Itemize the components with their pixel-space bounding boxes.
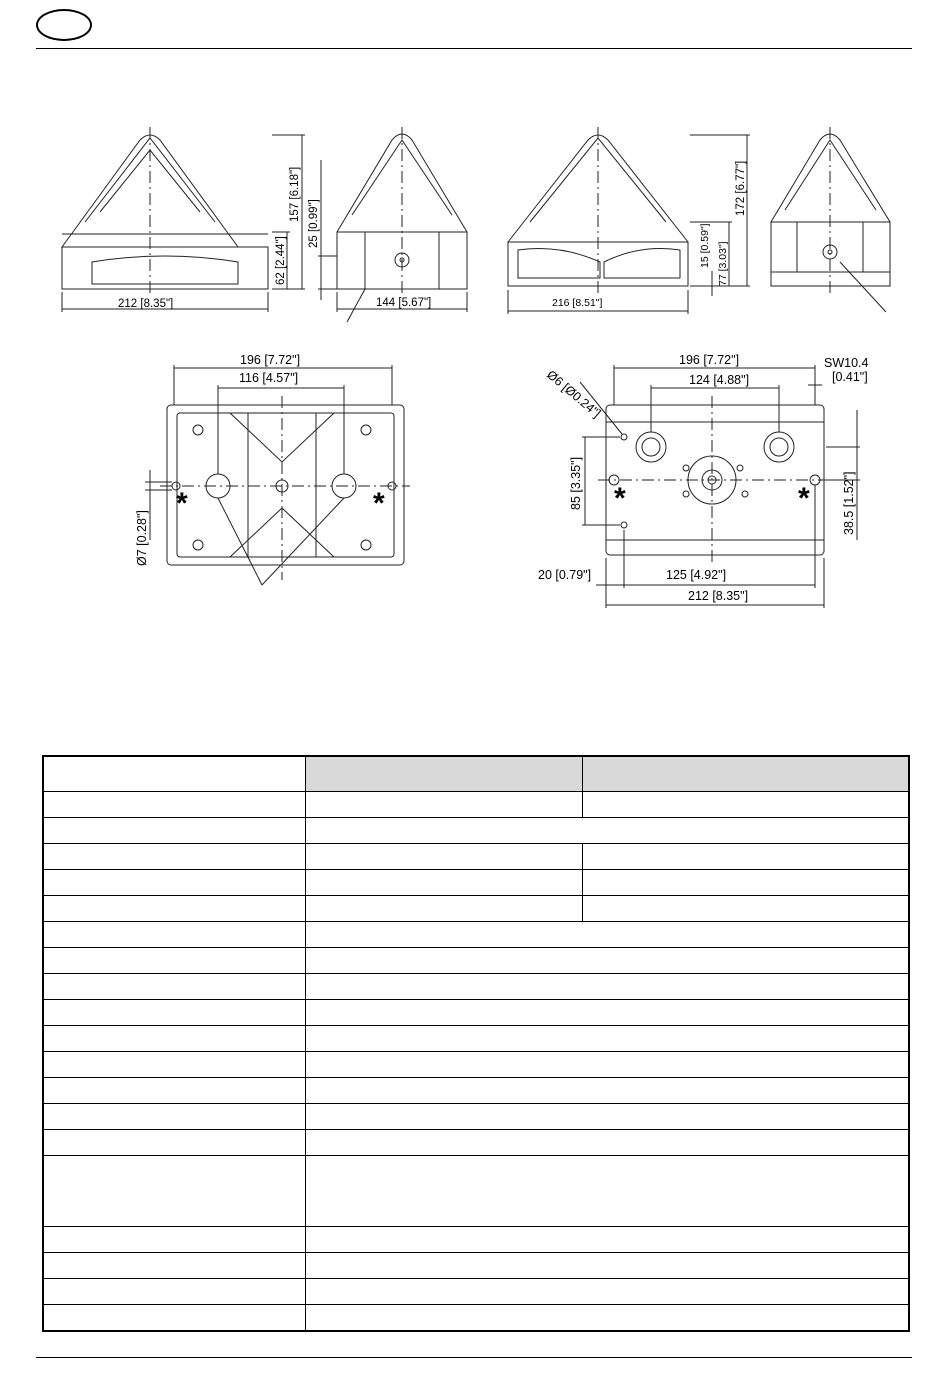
table-cell [582, 896, 909, 922]
table-row [43, 1253, 909, 1279]
table-cell [305, 1104, 909, 1130]
table-cell [582, 844, 909, 870]
dim-back-85: 85 [3.35"] [569, 456, 583, 510]
table-row [43, 1279, 909, 1305]
dim-bottom-196: 196 [7.72"] [240, 353, 301, 367]
table-cell [305, 948, 909, 974]
footer-rule [36, 1357, 912, 1358]
table-cell [305, 1253, 909, 1279]
table-header-row [43, 756, 909, 792]
table-row [43, 1130, 909, 1156]
side-view-2 [771, 127, 890, 312]
asterisk-marker: * [798, 482, 810, 515]
table-row [43, 1078, 909, 1104]
table-cell [305, 818, 909, 844]
asterisk-marker: * [614, 482, 626, 515]
front-view-1 [62, 127, 305, 312]
table-row [43, 1026, 909, 1052]
table-cell [43, 948, 305, 974]
table-row [43, 1305, 909, 1332]
table-cell [43, 1227, 305, 1253]
dim-front2-height-77: 77 [3.03"] [717, 241, 729, 286]
table-row [43, 1227, 909, 1253]
table-cell [43, 1305, 305, 1332]
table-cell [43, 922, 305, 948]
table-cell [305, 974, 909, 1000]
table-cell [43, 1052, 305, 1078]
table-cell [43, 1078, 305, 1104]
table-cell [43, 974, 305, 1000]
dim-front-height-62: 62 [2.44"] [275, 236, 287, 285]
table-row [43, 948, 909, 974]
dim-back-212: 212 [8.35"] [688, 589, 749, 603]
table-cell [43, 818, 305, 844]
dim-back-d6: Ø6 [Ø0.24"] [544, 367, 604, 421]
table-cell [305, 1305, 909, 1332]
table-cell [305, 1130, 909, 1156]
dim-back-125: 125 [4.92"] [666, 568, 727, 582]
table-cell [305, 1000, 909, 1026]
dim-side-height-25: 25 [0.99"] [308, 199, 320, 248]
front-view-2 [508, 127, 750, 314]
table-cell [43, 1279, 305, 1305]
table-cell [305, 1052, 909, 1078]
table-cell [582, 792, 909, 818]
table-row [43, 792, 909, 818]
dim-front-height-157: 157 [6.18"] [289, 166, 301, 222]
bottom-view [145, 365, 410, 585]
side-view-1 [318, 127, 467, 322]
specification-table [42, 755, 910, 1332]
table-row [43, 1156, 909, 1227]
dim-front2-height-15: 15 [0.59"] [699, 223, 711, 268]
table-cell [305, 896, 582, 922]
table-cell [43, 756, 305, 792]
table-row [43, 896, 909, 922]
table-cell [43, 870, 305, 896]
dim-front-width: 212 [8.35"] [118, 298, 174, 310]
table-cell [305, 1279, 909, 1305]
table-row [43, 818, 909, 844]
dim-front2-height-172: 172 [6.77"] [735, 160, 747, 216]
asterisk-marker: * [373, 487, 385, 520]
table-row [43, 1000, 909, 1026]
dim-bottom-116: 116 [4.57"] [239, 371, 299, 385]
dim-back-sw: SW10.4 [824, 356, 869, 370]
table-cell [43, 1253, 305, 1279]
table-cell [305, 1156, 909, 1227]
table-cell [582, 870, 909, 896]
table-cell [43, 1000, 305, 1026]
table-row [43, 922, 909, 948]
table-cell [305, 756, 582, 792]
table-cell [43, 896, 305, 922]
table-cell [43, 1026, 305, 1052]
table-cell [43, 844, 305, 870]
table-row [43, 1052, 909, 1078]
table-cell [305, 1227, 909, 1253]
dim-back-196: 196 [7.72"] [679, 353, 740, 367]
table-cell [305, 1026, 909, 1052]
table-cell [43, 792, 305, 818]
dim-side-width: 144 [5.67"] [376, 297, 432, 309]
table-row [43, 1104, 909, 1130]
table-cell [305, 792, 582, 818]
table-cell [305, 922, 909, 948]
table-row [43, 974, 909, 1000]
table-row [43, 844, 909, 870]
dim-back-124: 124 [4.88"] [689, 373, 750, 387]
dim-front2-width: 216 [8.51"] [552, 297, 603, 309]
dim-back-20: 20 [0.79"] [538, 568, 592, 582]
table-cell [43, 1156, 305, 1227]
table-row [43, 870, 909, 896]
table-cell [43, 1130, 305, 1156]
dim-bottom-d7: Ø7 [0.28"] [135, 510, 149, 566]
dim-back-38: 38.5 [1.52"] [842, 471, 856, 535]
table-cell [43, 1104, 305, 1130]
table-cell [305, 844, 582, 870]
table-cell [305, 1078, 909, 1104]
asterisk-marker: * [176, 487, 188, 520]
dim-back-sw-inch: [0.41"] [832, 370, 868, 384]
table-cell [305, 870, 582, 896]
table-cell [582, 756, 909, 792]
